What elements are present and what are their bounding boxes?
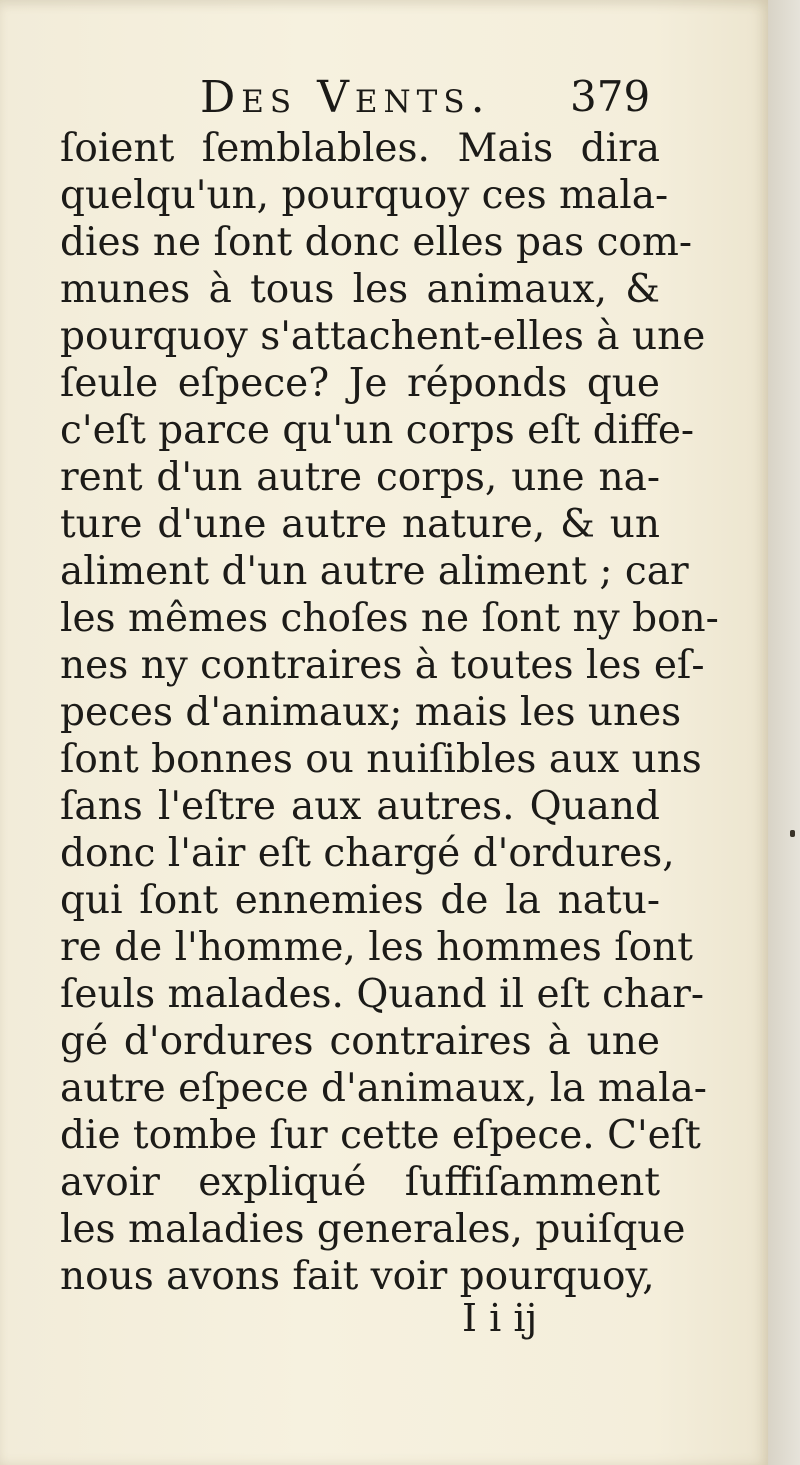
text-line: gé d'ordures contraires à une (60, 1019, 660, 1064)
text-line: quelqu'un, pourquoy ces mala- (60, 173, 669, 218)
text-line: ſont bonnes ou nuiſibles aux uns (60, 737, 702, 782)
text-line: les maladies generales, puiſque (60, 1207, 686, 1252)
text-line: autre eſpece d'animaux, la mala- (60, 1066, 707, 1111)
text-line: les mêmes choſes ne ſont ny bon- (60, 596, 719, 641)
text-line: donc l'air eſt chargé d'ordures, (60, 831, 675, 876)
signature-mark: I i ij (462, 1296, 538, 1340)
text-line: nes ny contraires à toutes les eſ- (60, 643, 705, 688)
text-line: dies ne ſont donc elles pas com- (60, 220, 693, 265)
text-line: die tombe ſur cette eſpece. C'eſt (60, 1113, 701, 1158)
text-line: ſoient ſemblables. Mais dira (60, 126, 660, 171)
page-edge (768, 0, 800, 1465)
text-line: aliment d'un autre aliment ; car (60, 549, 689, 594)
text-line: ſans l'eſtre aux autres. Quand (60, 784, 660, 829)
ink-speck (790, 830, 795, 837)
text-line: ſeuls malades. Quand il eſt char- (60, 972, 705, 1017)
page-number: 379 (570, 72, 651, 121)
body-text (60, 125, 719, 1300)
running-head-title: Des Vents. (200, 72, 491, 123)
text-line: c'eſt parce qu'un corps eſt diffe- (60, 408, 695, 453)
running-head (60, 72, 660, 132)
text-line: rent d'un autre corps, une na- (60, 455, 660, 500)
text-line: nous avons fait voir pourquoy, (60, 1254, 655, 1299)
text-line: ſeule eſpece? Je réponds que (60, 361, 660, 406)
text-line: qui ſont ennemies de la natu- (60, 878, 660, 923)
text-line: peces d'animaux; mais les unes (60, 690, 682, 735)
text-line: re de l'homme, les hommes ſont (60, 925, 693, 970)
text-line: pourquoy s'attachent-elles à une (60, 314, 706, 359)
text-line: avoir expliqué ſuffiſamment (60, 1160, 660, 1205)
text-line: ture d'une autre nature, & un (60, 502, 660, 547)
text-line: munes à tous les animaux, & (60, 267, 660, 312)
